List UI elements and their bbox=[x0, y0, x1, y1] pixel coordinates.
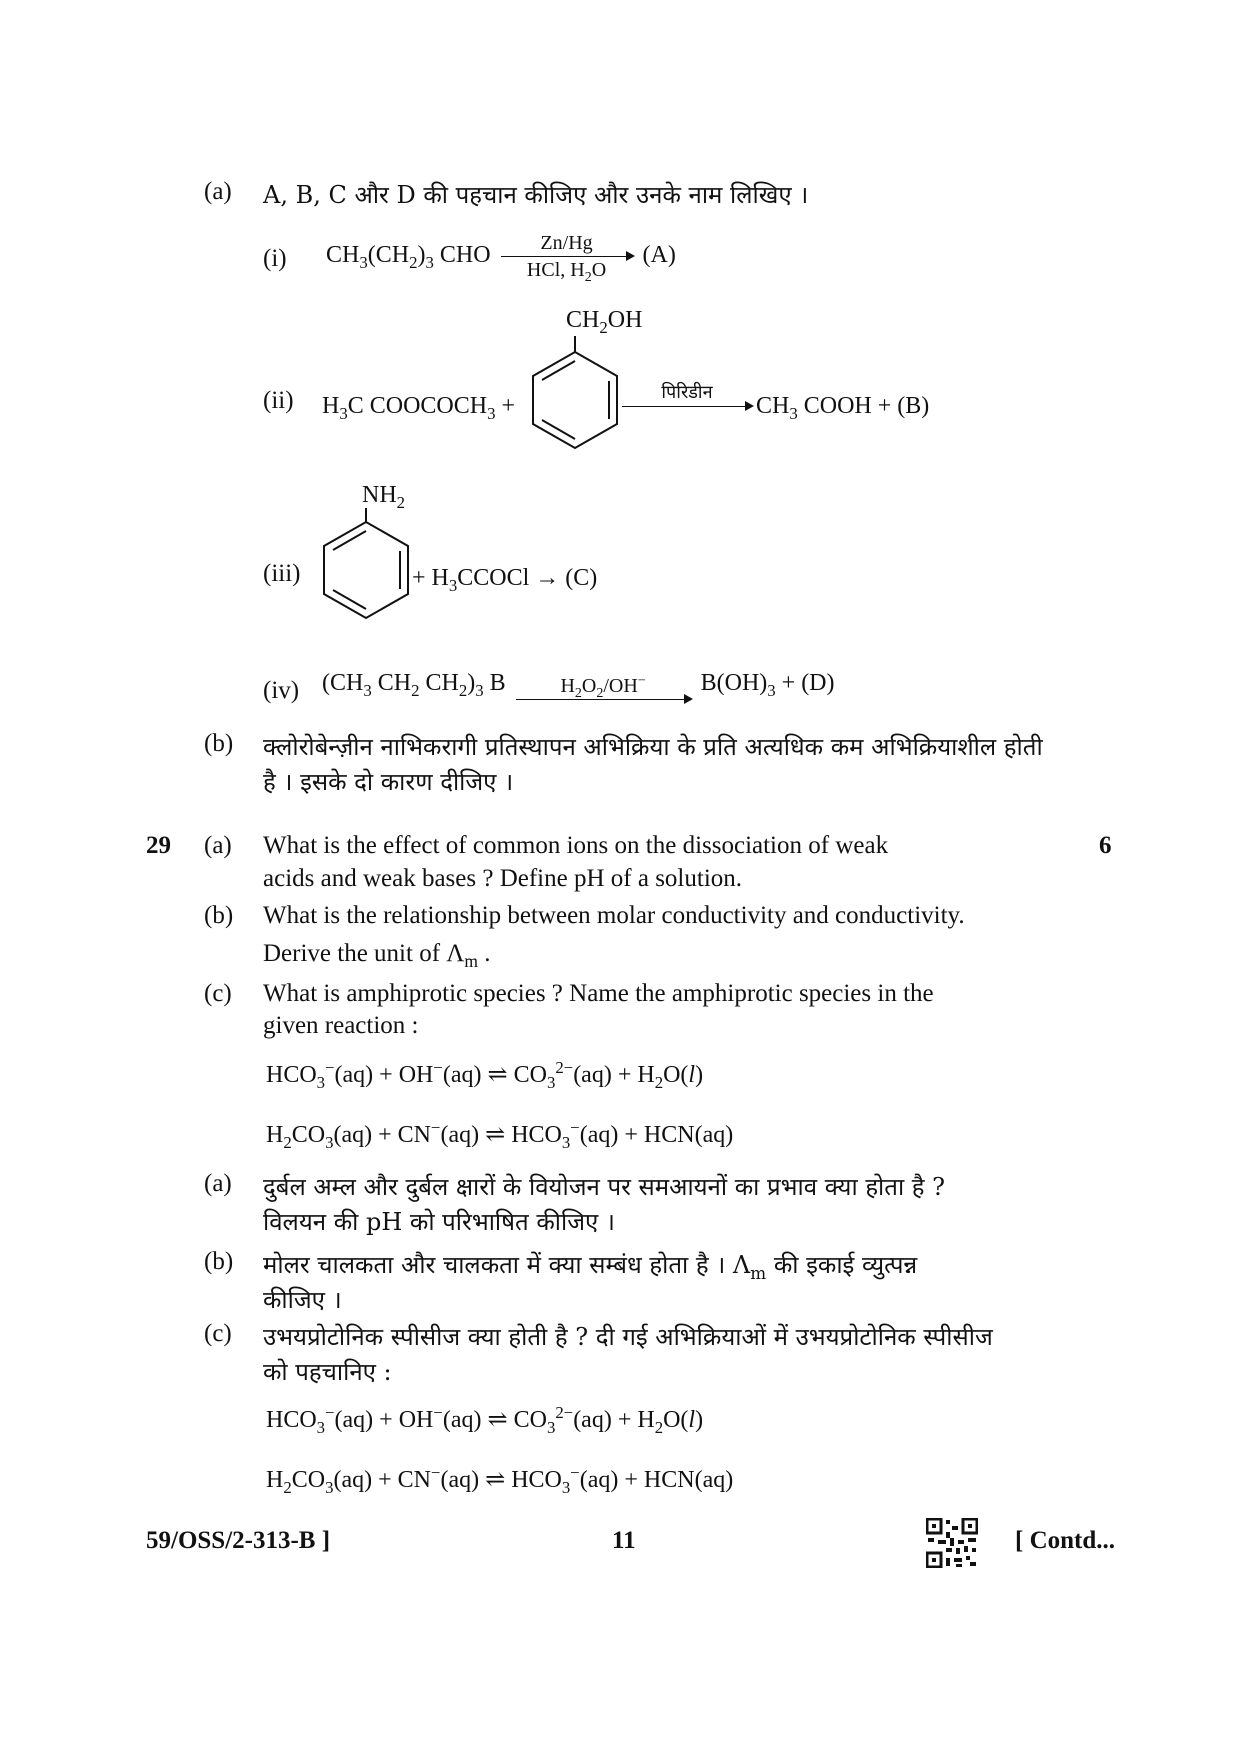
q29-hi-a-line1: दुर्बल अम्ल और दुर्बल क्षारों के वियोजन पर समआयनों का प्रभाव क्या होता है ? bbox=[263, 1173, 946, 1201]
reaction-i bbox=[326, 232, 676, 285]
reaction-iv bbox=[322, 670, 835, 702]
paper-code: 59/OSS/2-313-B ] bbox=[146, 1527, 331, 1554]
q29-hi-c-line2: को पहचानिए : bbox=[263, 1358, 392, 1386]
q29-hi-a-line2: विलयन की pH को परिभाषित कीजिए । bbox=[263, 1208, 615, 1236]
q29-hi-b-line1: मोलर चालकता और चालकता में क्या सम्बंध होता है । $\Lambda_m$ की इकाई व्युत्पन्न bbox=[263, 1251, 918, 1283]
aniline-ring-icon bbox=[318, 508, 418, 628]
q29-a-line2: acids and weak bases ? Define pH of a solution. bbox=[263, 865, 743, 892]
reaction-iii-label: (iii) bbox=[263, 560, 301, 587]
q29-c-line2: given reaction : bbox=[263, 1012, 419, 1039]
option-b-line1: क्लोरोबेन्ज़ीन नाभिकरागी प्रतिस्थापन अभिक्रिया के प्रति अत्यधिक कम अभिक्रियाशील होती bbox=[263, 733, 1043, 761]
reaction-iii-reagent: + $H_3CCOCl \to (C)$ bbox=[412, 565, 598, 595]
q29-hi-c-label: (c) bbox=[204, 1320, 232, 1347]
reaction-ii-label: (ii) bbox=[263, 387, 294, 414]
benzene-ring-icon bbox=[527, 336, 627, 460]
reaction-iv-label: (iv) bbox=[263, 677, 300, 704]
reaction-iv-product: $B(OH)_3 + (D)$ bbox=[700, 670, 835, 700]
reaction-ii-arrow: पिरिडीन bbox=[622, 382, 752, 431]
option-b-line2: है । इसके दो कारण दीजिए । bbox=[263, 768, 514, 796]
q29-hi-a-label: (a) bbox=[204, 1170, 232, 1197]
reaction-i-reactant: $CH_3(CH_2)_3$ CHO bbox=[326, 242, 491, 272]
reaction-iv-arrow: $H_2O_2/OH^-$ bbox=[516, 675, 691, 702]
q29-b-label: (b) bbox=[204, 902, 234, 929]
equation-2: $H_2CO_3(aq) + CN^-(aq)$ ⇌ $HCO_3^-(aq) + HCN(aq)$ bbox=[266, 1118, 734, 1152]
page-number: 11 bbox=[612, 1527, 636, 1554]
question-number: 29 bbox=[146, 832, 171, 859]
equation-4: $H_2CO_3(aq) + CN^-(aq)$ ⇌ $HCO_3^-(aq) + HCN(aq)$ bbox=[266, 1463, 734, 1497]
question-marks: 6 bbox=[1099, 832, 1112, 859]
benzyl-substituent: $CH_2OH$ bbox=[566, 307, 643, 337]
q29-hi-c-line1: उभयप्रोटोनिक स्पीसीज क्या होती है ? दी गई अभिक्रियाओं में उभयप्रोटोनिक स्पीसीज bbox=[263, 1323, 993, 1351]
reaction-i-label: (i) bbox=[263, 245, 287, 272]
reaction-i-product: (A) bbox=[642, 242, 676, 269]
q29-hi-b-label: (b) bbox=[204, 1248, 234, 1275]
q29-c-line1: What is amphiprotic species ? Name the amphiprotic species in the bbox=[263, 980, 934, 1007]
option-a-text: A, B, C और D की पहचान कीजिए और उनके नाम लिखिए । bbox=[263, 181, 809, 209]
equation-3: $HCO_3^-(aq) + OH^-(aq)$ ⇌ $CO_3^{2-}(aq) + H_2O(l)$ bbox=[266, 1403, 704, 1437]
qr-code-icon bbox=[926, 1518, 978, 1568]
option-b-label: (b) bbox=[204, 730, 234, 757]
reaction-iv-reactant: ($CH_3$ $CH_2$ $CH_2)_3$ B bbox=[322, 670, 506, 700]
q29-a-label: (a) bbox=[204, 832, 232, 859]
q29-b-line2: Derive the unit of $\Lambda_m$ . bbox=[263, 940, 491, 971]
continued-label: [ Contd... bbox=[1015, 1527, 1116, 1554]
q29-c-label: (c) bbox=[204, 980, 232, 1007]
q29-b-line1: What is the relationship between molar conductivity and conductivity. bbox=[263, 902, 965, 929]
option-a-label: (a) bbox=[204, 178, 232, 205]
q29-a-line1: What is the effect of common ions on the dissociation of weak bbox=[263, 832, 889, 859]
reaction-ii-reactant: $H_3C$ $COOCOCH_3$ + bbox=[322, 393, 516, 423]
aniline-substituent: $NH_2$ bbox=[362, 482, 406, 512]
reaction-ii-product: $CH_3$ COOH + (B) bbox=[756, 393, 930, 423]
q29-hi-b-line2: कीजिए । bbox=[263, 1286, 342, 1314]
reaction-i-arrow: Zn/Hg HCl, $H_2O$ bbox=[501, 232, 633, 281]
equation-1: $HCO_3^-(aq) + OH^-(aq)$ ⇌ $CO_3^{2-}(aq) + H_2O(l)$ bbox=[266, 1058, 704, 1092]
